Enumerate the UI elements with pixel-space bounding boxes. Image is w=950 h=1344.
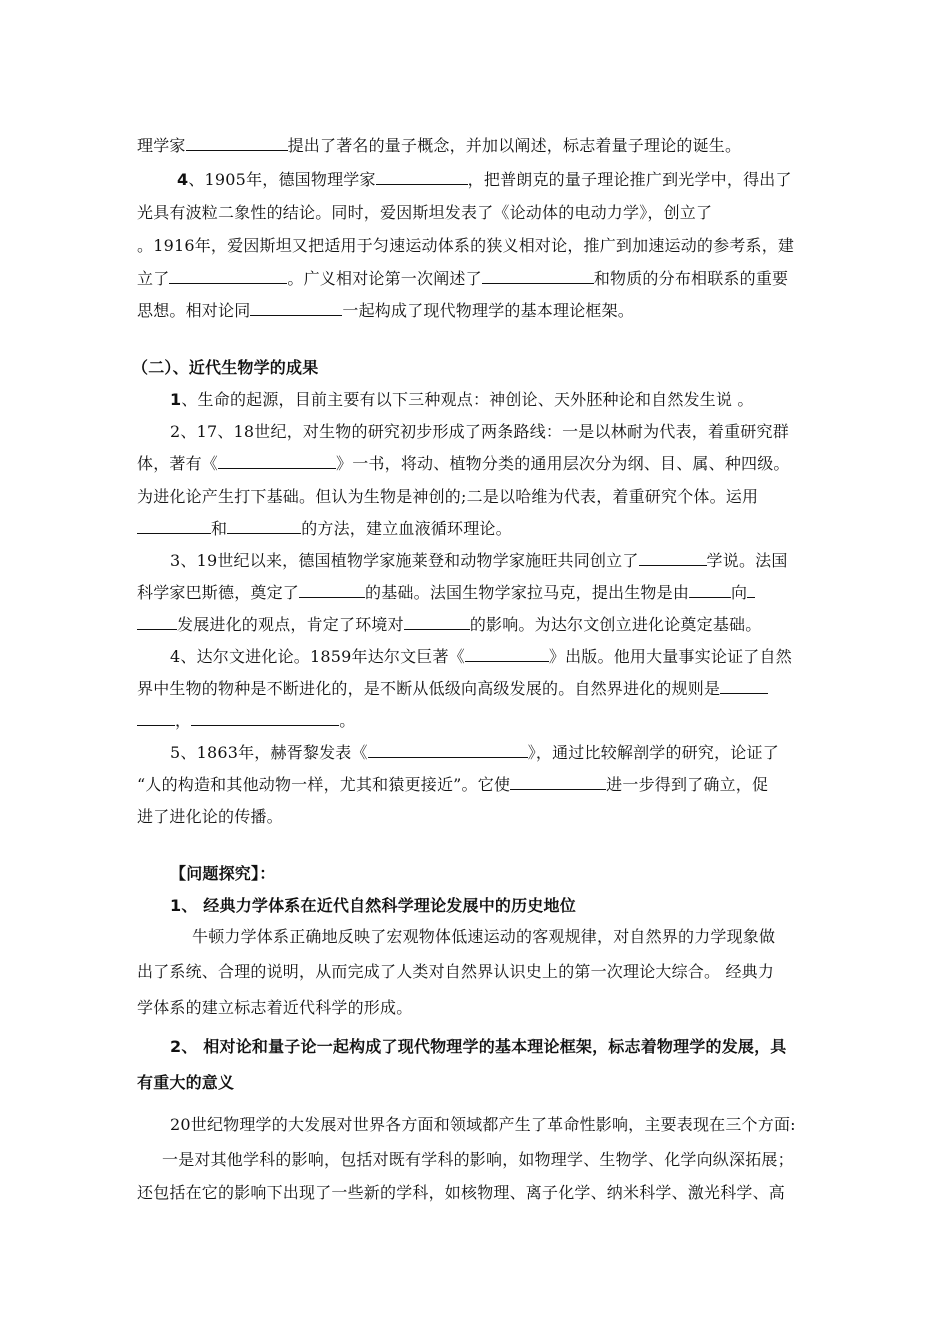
section-heading: （二）、近代生物学的成果 <box>132 358 319 377</box>
text-line: 还包括在它的影响下出现了一些新的学科，如核物理、离子化学、纳米科学、激光科学、高 <box>137 1183 786 1202</box>
fill-blank <box>218 454 336 469</box>
fill-blank <box>299 583 365 598</box>
text-line: 思想。相对论同 一起构成了现代物理学的基本理论框架。 <box>137 301 635 320</box>
question-heading: 2、 相对论和量子论一起构成了现代物理学的基本理论框架，标志着物理学的发展，具 <box>170 1037 787 1056</box>
text-line: 2、17、18世纪，对生物的研究初步形成了两条路线：一是以林耐为代表，着重研究群 <box>170 422 789 441</box>
text-line: 体，著有《 》一书，将动、植物分类的通用层次分为纲、目、属、种四级。 <box>137 454 790 473</box>
text-line: 出了系统、合理的说明，从而完成了人类对自然界认识史上的第一次理论大综合。 经典力 <box>137 962 775 981</box>
text-line: 和 的方法，建立血液循环理论。 <box>137 519 512 539</box>
fill-blank <box>137 711 175 726</box>
fill-blank <box>404 615 470 630</box>
fill-blank <box>465 647 549 662</box>
fill-blank <box>169 269 287 284</box>
fill-blank <box>510 775 606 790</box>
fill-blank <box>137 519 211 534</box>
text-line: 4、达尔文进化论。1859年达尔文巨著《 》出版。他用大量事实论证了自然 <box>170 647 792 666</box>
text-line: 20世纪物理学的大发展对世界各方面和领域都产生了革命性影响，主要表现在三个方面: <box>170 1115 796 1134</box>
text-line: 立了 。广义相对论第一次阐述了 和物质的分布相联系的重要 <box>137 269 789 288</box>
fill-blank <box>376 170 468 185</box>
fill-blank <box>639 551 707 566</box>
text-line: 界中生物的物种是不断进化的，是不断从低级向高级发展的。自然界进化的规则是 <box>137 679 768 699</box>
text-line: 为进化论产生打下基础。但认为生物是神创的;二是以哈维为代表，着重研究个体。运用 <box>137 487 759 506</box>
section-heading: 【问题探究】： <box>170 864 276 883</box>
question-heading-cont: 有重大的意义 <box>137 1073 235 1092</box>
fill-blank <box>250 301 342 316</box>
text-line: 5、1863年，赫胥黎发表《 》，通过比较解剖学的研究，论证了 <box>170 743 779 762</box>
question-heading: 1、 经典力学体系在近代自然科学理论发展中的历史地位 <box>170 896 576 915</box>
fill-blank <box>482 269 594 284</box>
fill-blank <box>227 519 301 534</box>
fill-blank <box>747 583 755 598</box>
text-line: 科学家巴斯德，奠定了 的基础。法国生物学家拉马克，提出生物是由 向 <box>137 583 755 603</box>
text-line: 光具有波粒二象性的结论。同时，爱因斯坦发表了《论动体的电动力学》，创立了 <box>137 203 713 222</box>
text-line: 理学家 提出了著名的量子概念，并加以阐述，标志着量子理论的诞生。 <box>137 136 742 155</box>
text-line: 牛顿力学体系正确地反映了宏观物体低速运动的客观规律，对自然界的力学现象做 <box>192 927 776 946</box>
fill-blank <box>137 615 177 630</box>
fill-blank <box>191 711 339 726</box>
text-line: 3、19世纪以来，德国植物学家施莱登和动物学家施旺共同创立了 学说。法国 <box>170 551 788 570</box>
text-line: 1、生命的起源，目前主要有以下三种观点：神创论、天外胚种论和自然发生说 。 <box>170 390 754 409</box>
fill-blank <box>368 743 528 758</box>
text-line: “人的构造和其他动物一样，尤其和猿更接近”。它使 进一步得到了确立，促 <box>137 775 769 794</box>
text-line: 4、1905年，德国物理学家 ，把普朗克的量子理论推广到光学中，得出了 <box>177 170 792 189</box>
fill-blank <box>720 679 768 694</box>
text-line: 学体系的建立标志着近代科学的形成。 <box>137 998 413 1017</box>
text-line: 。1916年，爱因斯坦又把适用于匀速运动体系的狭义相对论，推广到加速运动的参考系，建 <box>137 236 795 255</box>
text-line: 一是对其他学科的影响，包括对既有学科的影响，如物理学、生物学、化学向纵深拓展； <box>162 1150 794 1169</box>
text-line: ， 。 <box>137 711 355 731</box>
text-line: 进了进化论的传播。 <box>137 807 283 826</box>
fill-blank <box>689 583 731 598</box>
text-line: 发展进化的观点，肯定了环境对 的影响。为达尔文创立进化论奠定基础。 <box>137 615 761 635</box>
fill-blank <box>186 136 288 151</box>
